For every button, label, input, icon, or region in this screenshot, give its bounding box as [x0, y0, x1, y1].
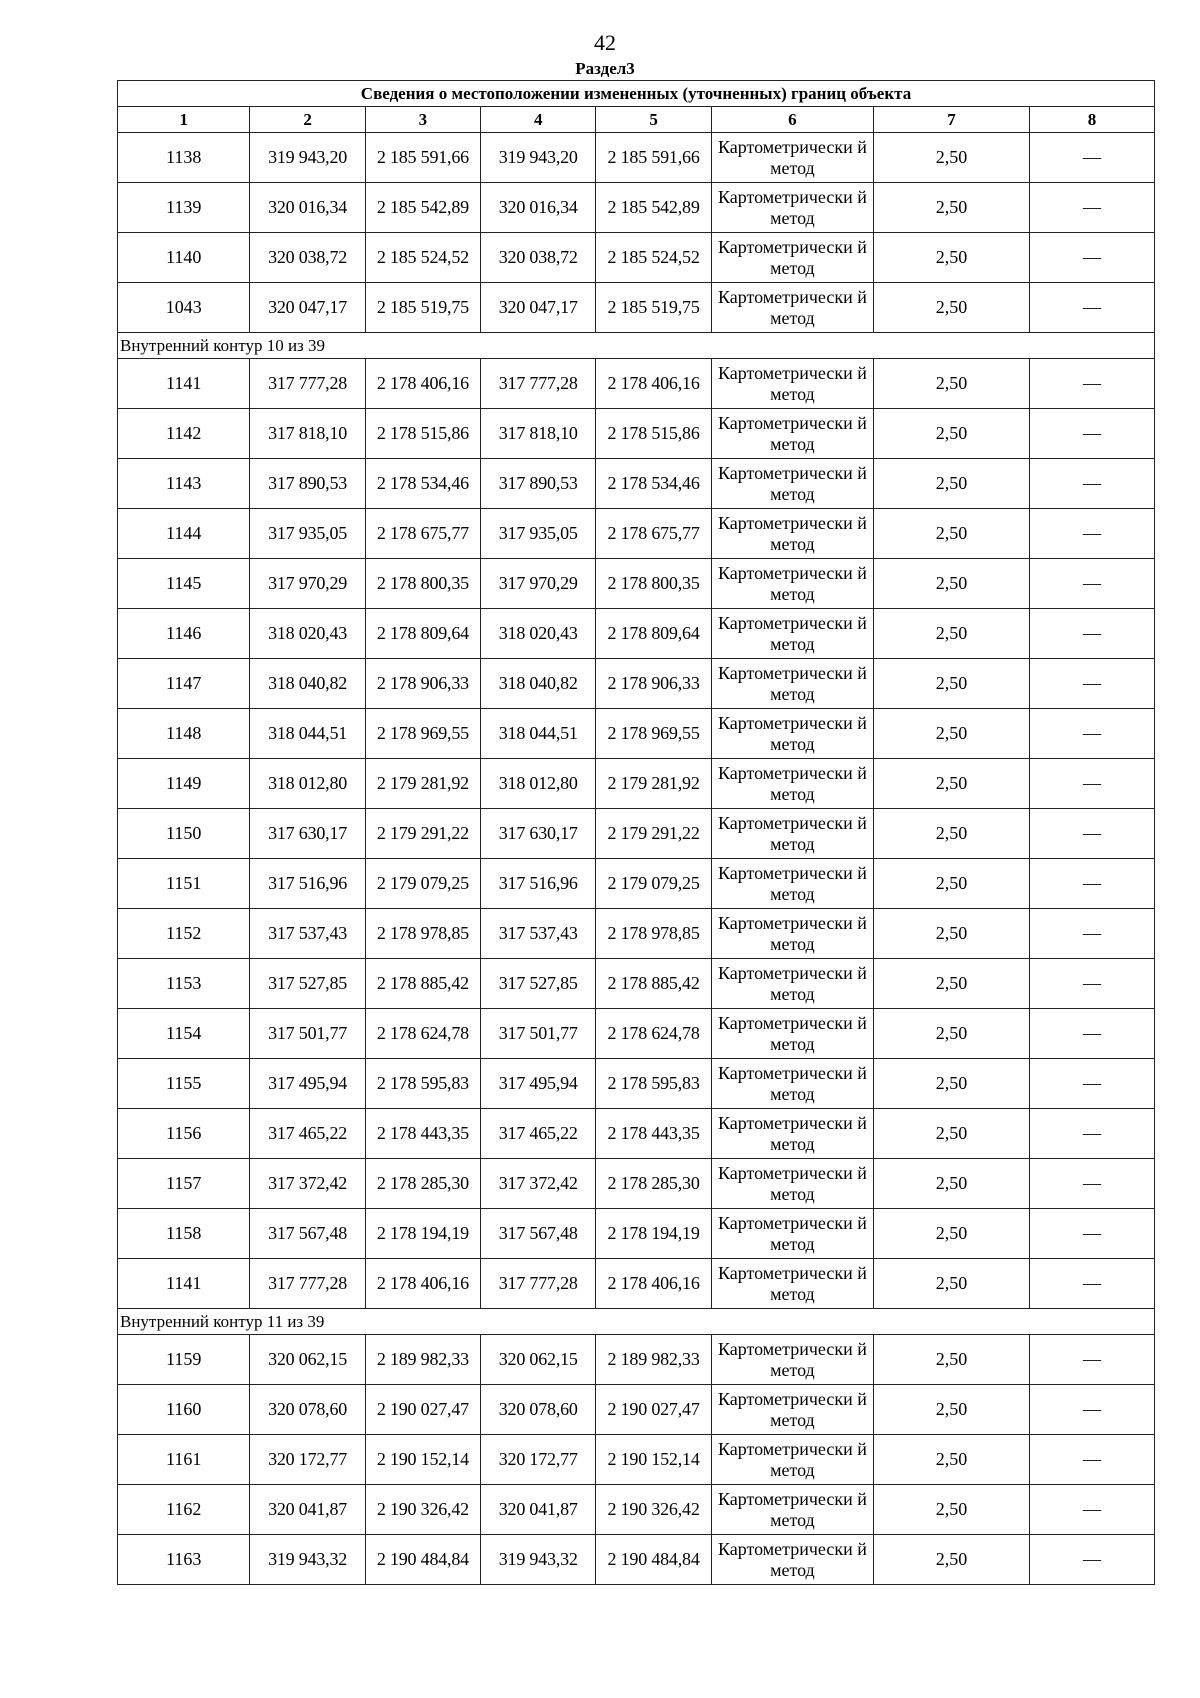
table-row	[118, 283, 1155, 333]
table-row	[118, 183, 1155, 233]
table-row	[118, 509, 1155, 559]
x-old-cell: 320 047,17	[250, 283, 365, 333]
description-cell: —	[1029, 759, 1154, 809]
table-row	[118, 1209, 1155, 1259]
accuracy-cell: 2,50	[874, 609, 1030, 659]
x-old-cell: 317 935,05	[250, 509, 365, 559]
table-row	[118, 1159, 1155, 1209]
y-old-cell: 2 190 027,47	[365, 1385, 480, 1435]
point-number-cell: 1043	[118, 283, 250, 333]
description-cell: —	[1029, 809, 1154, 859]
x-old-cell: 318 044,51	[250, 709, 365, 759]
y-new-cell: 2 179 281,92	[596, 759, 711, 809]
point-number-cell: 1160	[118, 1385, 250, 1435]
x-new-cell: 317 516,96	[481, 859, 596, 909]
method-cell: Картометрически й метод	[711, 1335, 873, 1385]
method-cell: Картометрически й метод	[711, 859, 873, 909]
x-new-cell: 318 020,43	[481, 609, 596, 659]
y-old-cell: 2 179 281,92	[365, 759, 480, 809]
point-number-cell: 1162	[118, 1485, 250, 1535]
accuracy-cell: 2,50	[874, 909, 1030, 959]
table-row	[118, 133, 1155, 183]
description-cell: —	[1029, 709, 1154, 759]
description-cell: —	[1029, 183, 1154, 233]
accuracy-cell: 2,50	[874, 809, 1030, 859]
point-number-cell: 1143	[118, 459, 250, 509]
y-new-cell: 2 178 406,16	[596, 1259, 711, 1309]
x-old-cell: 320 038,72	[250, 233, 365, 283]
y-old-cell: 2 185 524,52	[365, 233, 480, 283]
method-cell: Картометрически й метод	[711, 1535, 873, 1585]
x-new-cell: 317 630,17	[481, 809, 596, 859]
point-number-cell: 1154	[118, 1009, 250, 1059]
x-new-cell: 320 047,17	[481, 283, 596, 333]
y-old-cell: 2 185 591,66	[365, 133, 480, 183]
boundary-coordinates-table	[117, 80, 1155, 1585]
accuracy-cell: 2,50	[874, 759, 1030, 809]
method-cell: Картометрически й метод	[711, 1209, 873, 1259]
x-old-cell: 317 537,43	[250, 909, 365, 959]
column-number: 6	[711, 107, 873, 133]
y-new-cell: 2 178 624,78	[596, 1009, 711, 1059]
x-new-cell: 317 465,22	[481, 1109, 596, 1159]
accuracy-cell: 2,50	[874, 1385, 1030, 1435]
y-old-cell: 2 189 982,33	[365, 1335, 480, 1385]
accuracy-cell: 2,50	[874, 709, 1030, 759]
x-old-cell: 320 016,34	[250, 183, 365, 233]
x-new-cell: 320 041,87	[481, 1485, 596, 1535]
y-old-cell: 2 185 542,89	[365, 183, 480, 233]
table-row	[118, 559, 1155, 609]
accuracy-cell: 2,50	[874, 459, 1030, 509]
method-cell: Картометрически й метод	[711, 559, 873, 609]
table-row	[118, 659, 1155, 709]
point-number-cell: 1153	[118, 959, 250, 1009]
x-old-cell: 317 501,77	[250, 1009, 365, 1059]
table-row	[118, 359, 1155, 409]
y-new-cell: 2 178 406,16	[596, 359, 711, 409]
x-old-cell: 317 777,28	[250, 359, 365, 409]
point-number-cell: 1156	[118, 1109, 250, 1159]
x-old-cell: 317 527,85	[250, 959, 365, 1009]
x-old-cell: 318 040,82	[250, 659, 365, 709]
y-old-cell: 2 178 906,33	[365, 659, 480, 709]
table-row	[118, 1109, 1155, 1159]
y-new-cell: 2 178 194,19	[596, 1209, 711, 1259]
accuracy-cell: 2,50	[874, 1159, 1030, 1209]
description-cell: —	[1029, 1059, 1154, 1109]
method-cell: Картометрически й метод	[711, 1385, 873, 1435]
y-old-cell: 2 178 194,19	[365, 1209, 480, 1259]
column-number: 1	[118, 107, 250, 133]
accuracy-cell: 2,50	[874, 409, 1030, 459]
x-new-cell: 317 935,05	[481, 509, 596, 559]
point-number-cell: 1159	[118, 1335, 250, 1385]
method-cell: Картометрически й метод	[711, 359, 873, 409]
point-number-cell: 1139	[118, 183, 250, 233]
x-old-cell: 318 012,80	[250, 759, 365, 809]
y-old-cell: 2 178 515,86	[365, 409, 480, 459]
table-row	[118, 233, 1155, 283]
description-cell: —	[1029, 559, 1154, 609]
table-row	[118, 1059, 1155, 1109]
x-new-cell: 318 012,80	[481, 759, 596, 809]
y-old-cell: 2 190 484,84	[365, 1535, 480, 1585]
method-cell: Картометрически й метод	[711, 1435, 873, 1485]
x-new-cell: 319 943,20	[481, 133, 596, 183]
description-cell: —	[1029, 359, 1154, 409]
x-old-cell: 317 818,10	[250, 409, 365, 459]
x-old-cell: 320 078,60	[250, 1385, 365, 1435]
table-row	[118, 759, 1155, 809]
point-number-cell: 1142	[118, 409, 250, 459]
accuracy-cell: 2,50	[874, 1535, 1030, 1585]
y-new-cell: 2 185 519,75	[596, 283, 711, 333]
accuracy-cell: 2,50	[874, 133, 1030, 183]
y-new-cell: 2 178 534,46	[596, 459, 711, 509]
description-cell: —	[1029, 659, 1154, 709]
y-old-cell: 2 178 534,46	[365, 459, 480, 509]
accuracy-cell: 2,50	[874, 859, 1030, 909]
x-old-cell: 320 172,77	[250, 1435, 365, 1485]
y-new-cell: 2 185 542,89	[596, 183, 711, 233]
method-cell: Картометрически й метод	[711, 709, 873, 759]
y-new-cell: 2 178 969,55	[596, 709, 711, 759]
description-cell: —	[1029, 1485, 1154, 1535]
method-cell: Картометрически й метод	[711, 659, 873, 709]
y-new-cell: 2 178 675,77	[596, 509, 711, 559]
description-cell: —	[1029, 1259, 1154, 1309]
point-number-cell: 1147	[118, 659, 250, 709]
y-old-cell: 2 185 519,75	[365, 283, 480, 333]
x-old-cell: 319 943,32	[250, 1535, 365, 1585]
description-cell: —	[1029, 909, 1154, 959]
method-cell: Картометрически й метод	[711, 909, 873, 959]
y-new-cell: 2 178 595,83	[596, 1059, 711, 1109]
x-new-cell: 317 372,42	[481, 1159, 596, 1209]
x-old-cell: 318 020,43	[250, 609, 365, 659]
y-new-cell: 2 178 978,85	[596, 909, 711, 959]
y-new-cell: 2 189 982,33	[596, 1335, 711, 1385]
description-cell: —	[1029, 609, 1154, 659]
table-row	[118, 909, 1155, 959]
x-new-cell: 317 777,28	[481, 1259, 596, 1309]
table-body	[118, 133, 1155, 1585]
y-old-cell: 2 179 291,22	[365, 809, 480, 859]
x-old-cell: 320 062,15	[250, 1335, 365, 1385]
table-row	[118, 409, 1155, 459]
description-cell: —	[1029, 1009, 1154, 1059]
accuracy-cell: 2,50	[874, 1059, 1030, 1109]
description-cell: —	[1029, 1159, 1154, 1209]
x-old-cell: 317 372,42	[250, 1159, 365, 1209]
description-cell: —	[1029, 859, 1154, 909]
x-old-cell: 317 890,53	[250, 459, 365, 509]
description-cell: —	[1029, 233, 1154, 283]
table-row	[118, 1485, 1155, 1535]
point-number-cell: 1152	[118, 909, 250, 959]
point-number-cell: 1144	[118, 509, 250, 559]
point-number-cell: 1150	[118, 809, 250, 859]
y-old-cell: 2 178 800,35	[365, 559, 480, 609]
point-number-cell: 1146	[118, 609, 250, 659]
method-cell: Картометрически й метод	[711, 1109, 873, 1159]
method-cell: Картометрически й метод	[711, 1009, 873, 1059]
table-row	[118, 1385, 1155, 1435]
y-new-cell: 2 185 591,66	[596, 133, 711, 183]
x-new-cell: 320 062,15	[481, 1335, 596, 1385]
column-number-row	[118, 107, 1155, 133]
y-old-cell: 2 178 406,16	[365, 359, 480, 409]
y-new-cell: 2 190 326,42	[596, 1485, 711, 1535]
accuracy-cell: 2,50	[874, 183, 1030, 233]
x-old-cell: 317 970,29	[250, 559, 365, 609]
y-old-cell: 2 178 885,42	[365, 959, 480, 1009]
accuracy-cell: 2,50	[874, 1435, 1030, 1485]
method-cell: Картометрически й метод	[711, 133, 873, 183]
y-new-cell: 2 179 079,25	[596, 859, 711, 909]
table-row	[118, 1009, 1155, 1059]
x-new-cell: 318 040,82	[481, 659, 596, 709]
accuracy-cell: 2,50	[874, 1009, 1030, 1059]
y-old-cell: 2 178 624,78	[365, 1009, 480, 1059]
x-new-cell: 317 527,85	[481, 959, 596, 1009]
description-cell: —	[1029, 133, 1154, 183]
description-cell: —	[1029, 1435, 1154, 1485]
y-new-cell: 2 178 443,35	[596, 1109, 711, 1159]
column-number: 5	[596, 107, 711, 133]
y-old-cell: 2 190 152,14	[365, 1435, 480, 1485]
y-old-cell: 2 178 443,35	[365, 1109, 480, 1159]
x-old-cell: 320 041,87	[250, 1485, 365, 1535]
y-new-cell: 2 178 906,33	[596, 659, 711, 709]
point-number-cell: 1157	[118, 1159, 250, 1209]
accuracy-cell: 2,50	[874, 1209, 1030, 1259]
point-number-cell: 1163	[118, 1535, 250, 1585]
y-new-cell: 2 190 027,47	[596, 1385, 711, 1435]
table-row	[118, 809, 1155, 859]
method-cell: Картометрически й метод	[711, 509, 873, 559]
accuracy-cell: 2,50	[874, 559, 1030, 609]
point-number-cell: 1149	[118, 759, 250, 809]
y-old-cell: 2 178 978,85	[365, 909, 480, 959]
column-number: 2	[250, 107, 365, 133]
method-cell: Картометрически й метод	[711, 409, 873, 459]
description-cell: —	[1029, 1385, 1154, 1435]
method-cell: Картометрически й метод	[711, 1485, 873, 1535]
table-row	[118, 1435, 1155, 1485]
x-new-cell: 317 777,28	[481, 359, 596, 409]
y-old-cell: 2 178 406,16	[365, 1259, 480, 1309]
accuracy-cell: 2,50	[874, 959, 1030, 1009]
y-new-cell: 2 178 809,64	[596, 609, 711, 659]
column-number: 8	[1029, 107, 1154, 133]
y-old-cell: 2 190 326,42	[365, 1485, 480, 1535]
x-new-cell: 317 890,53	[481, 459, 596, 509]
y-new-cell: 2 178 285,30	[596, 1159, 711, 1209]
accuracy-cell: 2,50	[874, 1485, 1030, 1535]
description-cell: —	[1029, 1209, 1154, 1259]
point-number-cell: 1155	[118, 1059, 250, 1109]
column-number: 7	[874, 107, 1030, 133]
point-number-cell: 1161	[118, 1435, 250, 1485]
point-number-cell: 1151	[118, 859, 250, 909]
method-cell: Картометрически й метод	[711, 233, 873, 283]
x-new-cell: 320 172,77	[481, 1435, 596, 1485]
y-new-cell: 2 178 800,35	[596, 559, 711, 609]
y-old-cell: 2 178 675,77	[365, 509, 480, 559]
method-cell: Картометрически й метод	[711, 809, 873, 859]
point-number-cell: 1148	[118, 709, 250, 759]
description-cell: —	[1029, 1535, 1154, 1585]
table-row	[118, 1259, 1155, 1309]
description-cell: —	[1029, 1109, 1154, 1159]
table-row	[118, 459, 1155, 509]
x-old-cell: 317 495,94	[250, 1059, 365, 1109]
y-old-cell: 2 178 809,64	[365, 609, 480, 659]
x-new-cell: 317 495,94	[481, 1059, 596, 1109]
accuracy-cell: 2,50	[874, 509, 1030, 559]
table-caption: Сведения о местоположении измененных (уточненных) границ объекта	[118, 81, 1155, 107]
accuracy-cell: 2,50	[874, 233, 1030, 283]
accuracy-cell: 2,50	[874, 1335, 1030, 1385]
point-number-cell: 1158	[118, 1209, 250, 1259]
accuracy-cell: 2,50	[874, 283, 1030, 333]
description-cell: —	[1029, 459, 1154, 509]
description-cell: —	[1029, 409, 1154, 459]
method-cell: Картометрически й метод	[711, 1159, 873, 1209]
point-number-cell: 1145	[118, 559, 250, 609]
x-new-cell: 317 567,48	[481, 1209, 596, 1259]
y-new-cell: 2 179 291,22	[596, 809, 711, 859]
page-number: 42	[594, 30, 616, 55]
x-new-cell: 320 016,34	[481, 183, 596, 233]
point-number-cell: 1141	[118, 359, 250, 409]
y-new-cell: 2 178 885,42	[596, 959, 711, 1009]
table-row	[118, 959, 1155, 1009]
y-new-cell: 2 185 524,52	[596, 233, 711, 283]
y-new-cell: 2 178 515,86	[596, 409, 711, 459]
method-cell: Картометрически й метод	[711, 759, 873, 809]
contour-label: Внутренний контур 11 из 39	[118, 1309, 1155, 1335]
point-number-cell: 1140	[118, 233, 250, 283]
x-new-cell: 319 943,32	[481, 1535, 596, 1585]
x-old-cell: 317 567,48	[250, 1209, 365, 1259]
method-cell: Картометрически й метод	[711, 609, 873, 659]
y-old-cell: 2 178 595,83	[365, 1059, 480, 1109]
accuracy-cell: 2,50	[874, 1109, 1030, 1159]
y-old-cell: 2 178 969,55	[365, 709, 480, 759]
method-cell: Картометрически й метод	[711, 459, 873, 509]
description-cell: —	[1029, 283, 1154, 333]
method-cell: Картометрически й метод	[711, 959, 873, 1009]
method-cell: Картометрически й метод	[711, 1259, 873, 1309]
contour-header-row	[118, 333, 1155, 359]
x-old-cell: 317 777,28	[250, 1259, 365, 1309]
contour-label: Внутренний контур 10 из 39	[118, 333, 1155, 359]
point-number-cell: 1138	[118, 133, 250, 183]
x-new-cell: 320 078,60	[481, 1385, 596, 1435]
accuracy-cell: 2,50	[874, 659, 1030, 709]
point-number-cell: 1141	[118, 1259, 250, 1309]
section-title: Раздел3	[575, 59, 635, 78]
description-cell: —	[1029, 1335, 1154, 1385]
table-row	[118, 1535, 1155, 1585]
table-row	[118, 609, 1155, 659]
y-new-cell: 2 190 484,84	[596, 1535, 711, 1585]
x-new-cell: 317 537,43	[481, 909, 596, 959]
y-new-cell: 2 190 152,14	[596, 1435, 711, 1485]
y-old-cell: 2 178 285,30	[365, 1159, 480, 1209]
x-new-cell: 317 501,77	[481, 1009, 596, 1059]
accuracy-cell: 2,50	[874, 1259, 1030, 1309]
y-old-cell: 2 179 079,25	[365, 859, 480, 909]
table-row	[118, 1335, 1155, 1385]
x-new-cell: 318 044,51	[481, 709, 596, 759]
x-old-cell: 317 630,17	[250, 809, 365, 859]
description-cell: —	[1029, 959, 1154, 1009]
x-old-cell: 317 516,96	[250, 859, 365, 909]
method-cell: Картометрически й метод	[711, 183, 873, 233]
description-cell: —	[1029, 509, 1154, 559]
x-new-cell: 317 818,10	[481, 409, 596, 459]
accuracy-cell: 2,50	[874, 359, 1030, 409]
x-old-cell: 319 943,20	[250, 133, 365, 183]
contour-header-row	[118, 1309, 1155, 1335]
method-cell: Картометрически й метод	[711, 1059, 873, 1109]
x-old-cell: 317 465,22	[250, 1109, 365, 1159]
table-row	[118, 709, 1155, 759]
column-number: 4	[481, 107, 596, 133]
method-cell: Картометрически й метод	[711, 283, 873, 333]
x-new-cell: 317 970,29	[481, 559, 596, 609]
column-number: 3	[365, 107, 480, 133]
x-new-cell: 320 038,72	[481, 233, 596, 283]
table-row	[118, 859, 1155, 909]
